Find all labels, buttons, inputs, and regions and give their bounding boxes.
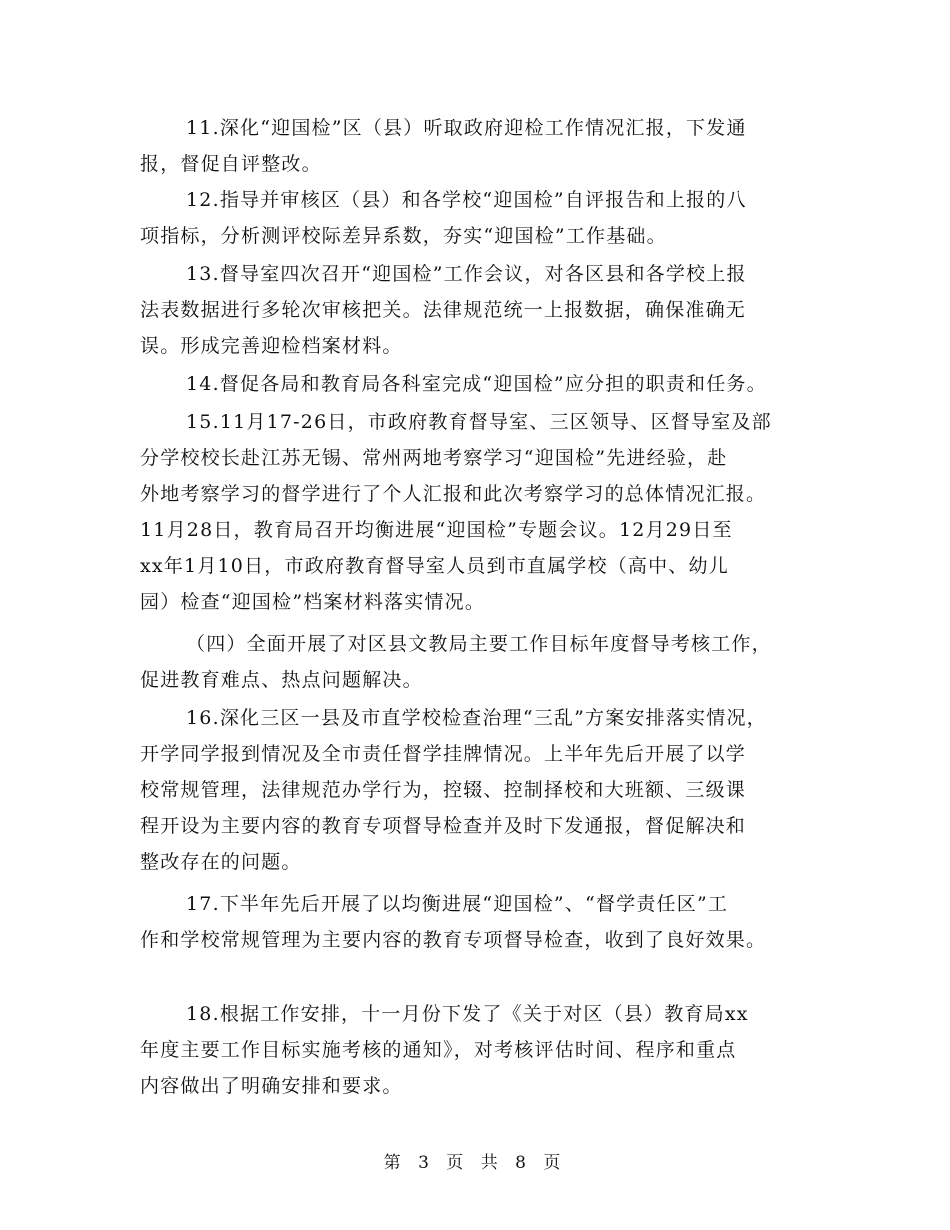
paragraph-17 — [140, 886, 820, 958]
text-line: 内容做出了明确安排和要求。 — [140, 1075, 403, 1097]
text-line: 14.督促各局和教育局各科室完成“迎国检”应分担的职责和任务。 — [186, 373, 767, 395]
text-line: 报，督促自评整改。 — [140, 153, 322, 175]
text-line: 作和学校常规管理为主要内容的教育专项督导检查，收到了良好效果。 — [140, 929, 767, 951]
text-line: xx年1月10日，市政府教育督导室人员到市直属学校（高中、幼儿 — [140, 555, 729, 577]
text-line: 促进教育难点、热点问题解决。 — [140, 669, 423, 691]
paragraph-11 — [140, 110, 820, 182]
text-line: 园）检查“迎国检”档案材料落实情况。 — [140, 591, 486, 613]
text-line: 分学校校长赴江苏无锡、常州两地考察学习“迎国检”先进经验，赴 — [140, 447, 728, 469]
paragraph-15 — [140, 404, 820, 620]
text-line: 程开设为主要内容的教育专项督导检查并及时下发通报，督促解决和 — [140, 815, 747, 837]
text-line: 12.指导并审核区（县）和各学校“迎国检”自评报告和上报的八 — [186, 189, 747, 211]
text-line: 外地考察学习的督学进行了个人汇报和此次考察学习的总体情况汇报。 — [140, 483, 767, 505]
paragraph-13 — [140, 256, 820, 364]
page-number-footer: 第 3 页 共 8 页 — [383, 1153, 567, 1173]
paragraph-18 — [140, 996, 820, 1104]
text-line: 法表数据进行多轮次审核把关。法律规范统一上报数据，确保准确无 — [140, 299, 747, 321]
text-line: 15.11月17-26日，市政府教育督导室、三区领导、区督导室及部 — [186, 411, 772, 433]
text-line: 17.下半年先后开展了以均衡进展“迎国检”、“督学责任区”工 — [186, 893, 729, 915]
text-line: 整改存在的问题。 — [140, 851, 302, 873]
text-line: 11.深化“迎国检”区（县）听取政府迎检工作情况汇报，下发通 — [186, 117, 747, 139]
paragraph-14 — [140, 366, 820, 402]
paragraph-16 — [140, 700, 820, 880]
text-line: 校常规管理，法律规范办学行为，控辍、控制择校和大班额、三级课 — [140, 779, 747, 801]
text-line: 18.根据工作安排，十一月份下发了《关于对区（县）教育局xx — [186, 1003, 749, 1025]
text-line: 13.督导室四次召开“迎国检”工作会议，对各区县和各学校上报 — [186, 263, 747, 285]
text-line: 11月28日，教育局召开均衡进展“迎国检”专题会议。12月29日至 — [140, 519, 733, 541]
text-line: 开学同学报到情况及全市责任督学挂牌情况。上半年先后开展了以学 — [140, 743, 747, 765]
text-line: 16.深化三区一县及市直学校检查治理“三乱”方案安排落实情况， — [186, 707, 767, 729]
paragraph-12 — [140, 182, 820, 254]
text-line: 项指标，分析测评校际差异系数，夯实“迎国检”工作基础。 — [140, 225, 667, 247]
text-line: 年度主要工作目标实施考核的通知》，对考核评估时间、程序和重点 — [140, 1039, 737, 1061]
text-line: （四）全面开展了对区县文教局主要工作目标年度督导考核工作， — [186, 633, 772, 655]
section-heading-4 — [140, 626, 820, 698]
text-line: 误。形成完善迎检档案材料。 — [140, 335, 403, 357]
